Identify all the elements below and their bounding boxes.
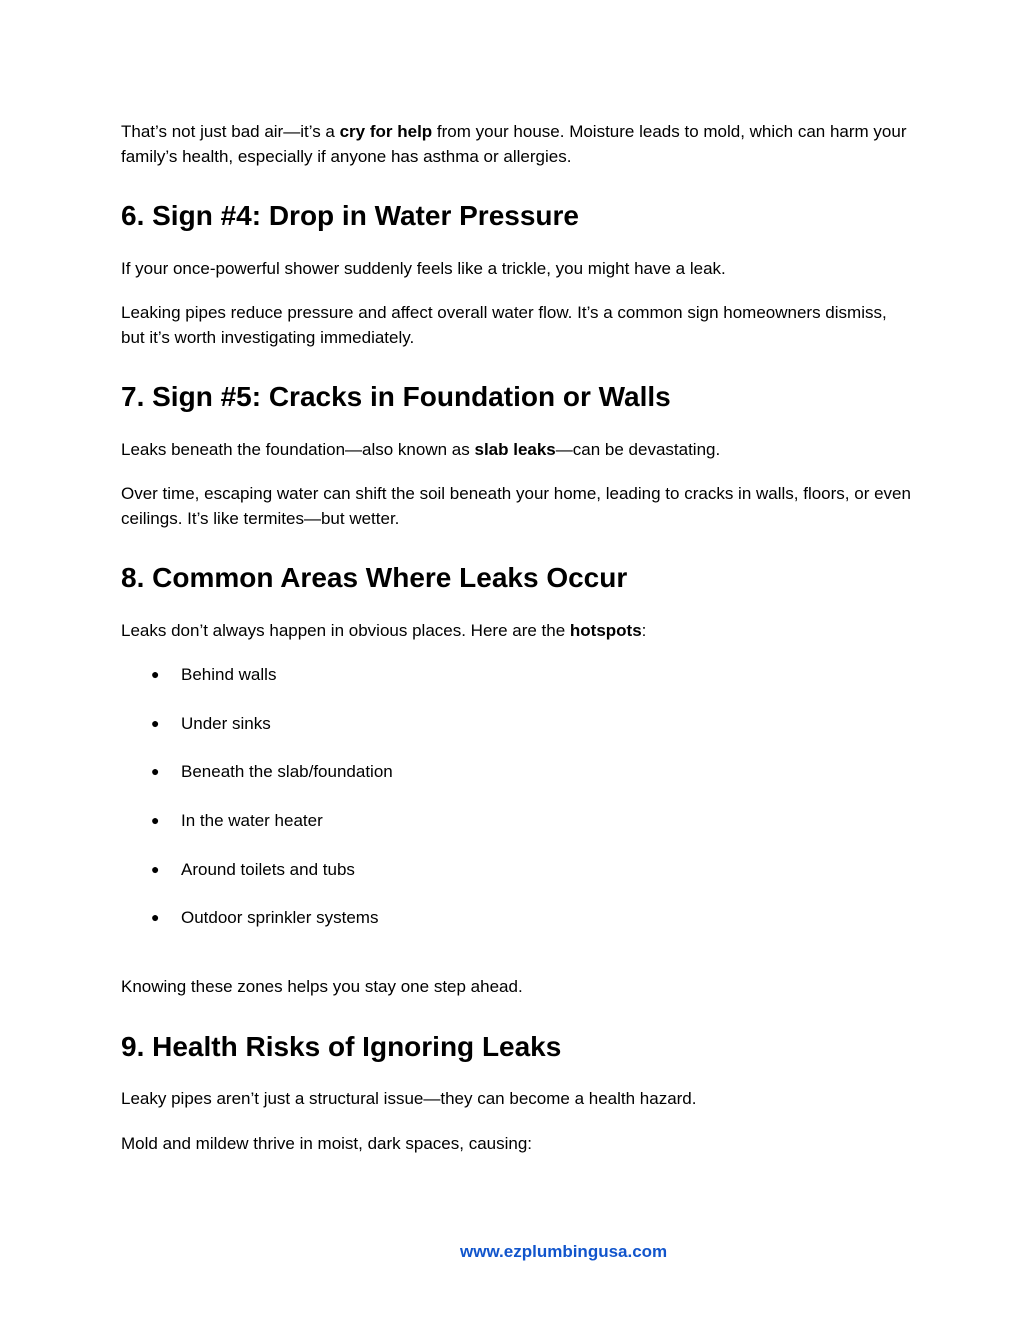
document-page	[121, 0, 911, 1325]
section-8-intro	[121, 618, 911, 643]
list-item-text: Under sinks	[181, 714, 271, 733]
list-item-text: Behind walls	[181, 665, 277, 684]
footer-website-link[interactable]: www.ezplumbingusa.com	[460, 1242, 668, 1261]
section-8-intro-end: :	[641, 621, 647, 640]
section-8-closing: Knowing these zones helps you stay one step ahead.	[121, 977, 523, 996]
section-8-heading: 8. Common Areas Where Leaks Occur	[121, 562, 628, 593]
intro-bold-phrase: cry for help	[339, 122, 433, 141]
bullet-icon: ●	[151, 812, 160, 828]
list-item-text: Outdoor sprinkler systems	[181, 908, 379, 927]
bullet-icon: ●	[151, 909, 160, 925]
intro-paragraph	[121, 119, 911, 169]
section-9-heading: 9. Health Risks of Ignoring Leaks	[121, 1031, 562, 1062]
section-7-heading: 7. Sign #5: Cracks in Foundation or Walls	[121, 381, 671, 412]
section-8-intro-start: Leaks don’t always happen in obvious places. Here are the	[121, 621, 570, 640]
section-7-bold-phrase: slab leaks	[474, 440, 556, 459]
intro-text-start: That’s not just bad air—it’s a	[121, 122, 340, 141]
bullet-icon: ●	[151, 666, 160, 682]
list-item-text: Beneath the slab/foundation	[181, 762, 393, 781]
section-7-text-start: Leaks beneath the foundation—also known as	[121, 440, 475, 459]
bullet-icon: ●	[151, 861, 160, 877]
list-item-text: Around toilets and tubs	[181, 860, 355, 879]
section-9-paragraph-2: Mold and mildew thrive in moist, dark spaces, causing:	[121, 1134, 533, 1153]
section-9-paragraph-1: Leaky pipes aren’t just a structural issue—they can become a health hazard.	[121, 1089, 697, 1108]
section-6-paragraph-2: Leaking pipes reduce pressure and affect overall water flow. It’s a common sign homeowners dismiss, but it’s worth investigating immediately.	[121, 303, 887, 347]
section-6-paragraph-1: If your once-powerful shower suddenly feels like a trickle, you might have a leak.	[121, 259, 726, 278]
bullet-icon: ●	[151, 763, 160, 779]
section-8-bold-phrase: hotspots	[569, 621, 642, 640]
bullet-icon: ●	[151, 715, 160, 731]
section-7-paragraph-2: Over time, escaping water can shift the soil beneath your home, leading to cracks in walls, floors, or even ceilings. It’s like termites—but wetter.	[121, 484, 911, 528]
section-7-text-end: —can be devastating.	[555, 440, 721, 459]
intro-text-end: from your house. Moisture leads to mold, which can harm your family’s health, especially if anyone has asthma or allergies.	[121, 122, 907, 166]
section-6-heading: 6. Sign #4: Drop in Water Pressure	[121, 200, 579, 231]
section-7-paragraph-1	[121, 437, 911, 462]
list-item-text: In the water heater	[181, 811, 323, 830]
